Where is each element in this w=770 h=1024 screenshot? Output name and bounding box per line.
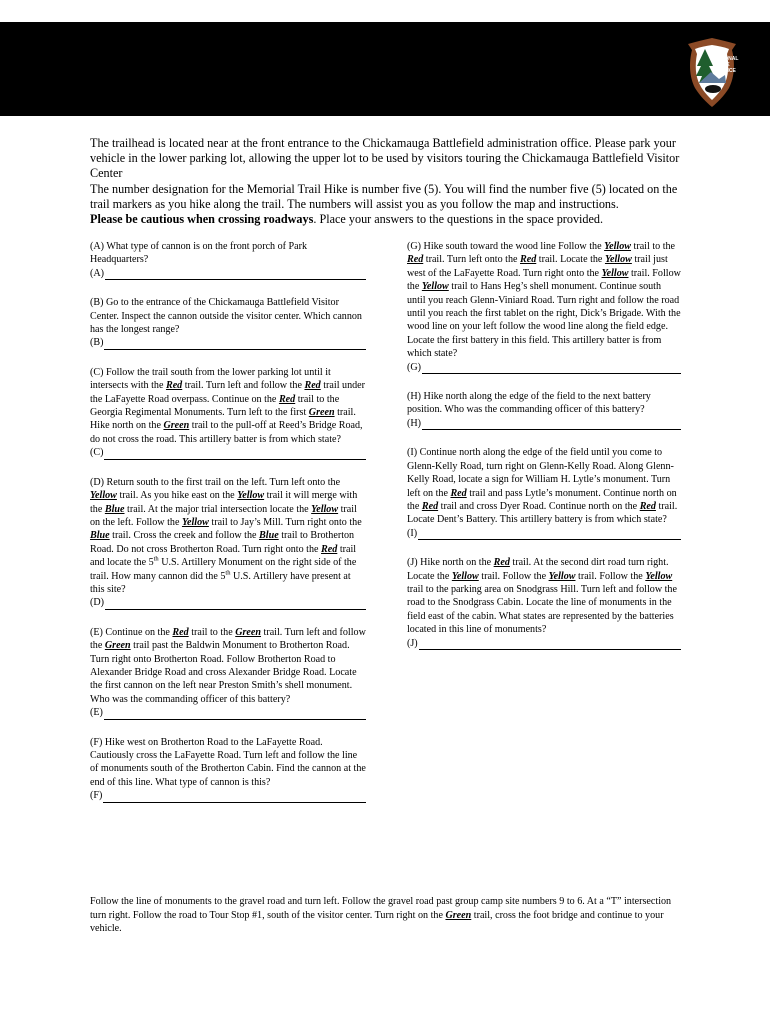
question-b-t1: (B) Go to the entrance of the Chickamauga Battlefield Visitor Center. Inspect the cannon outside the visitor center. Which cannon has the longest range? [90,297,362,336]
answer-d-line[interactable] [105,599,366,610]
intro-paragraph-1: The trailhead is located near at the front entrance to the Chickamauga Battlefield administration office. Please park your vehicle in the lower parking lot, allowing the upper lot to be used by visitors touring the Chickamauga Battlefield Visitor Center [90,136,680,181]
answer-e-line[interactable] [104,709,366,720]
question-d-t1: (D) Return south to the first trail on the left. Turn left onto the [90,476,341,488]
question-a [90,240,366,280]
question-c-text [90,366,366,446]
question-j-t3: trail. Follow the [478,570,549,582]
question-c-t5: trail. Hike north on the [90,407,356,432]
question-d-t3: trail it will merge with the [90,490,358,515]
trail-red: Red [520,254,537,266]
question-g-t7: trail to Hans Heg’s shell monument. Continue south until you reach Glenn-Viniard Road. Turn right and follow the road until you reach the first tablet on the right, Dick’s Brigade. With the wood line on your left follow the wood line along the field edge. Locate the first battery in this field. This artillery batter is from which state? [407,281,681,360]
trail-red: Red [172,626,189,638]
trail-green: Green [235,626,262,638]
answer-b-line[interactable] [104,339,366,350]
trail-yellow: Yellow [90,490,117,502]
question-c-t4: trail to the Georgia Regimental Monuments. Turn left to the first [90,393,340,419]
answer-b[interactable] [90,336,366,349]
trail-yellow: Yellow [451,570,479,582]
question-f [90,736,366,803]
logo-line-2: PARK [716,62,730,68]
question-j-t1: (J) Hike north on the [407,557,494,569]
question-e [90,626,366,720]
question-c-t6: trail to the pull-off at Reed’s Bridge Road, do not cross the road. This artillery batter is from which state? [90,420,363,445]
answer-h-label: (H) [407,417,422,429]
question-e-t2: trail to the [188,626,236,638]
bison-icon [705,85,721,93]
question-f-text [90,736,366,790]
question-i-t3: trail and cross Dyer Road. Continue north on the [438,500,640,512]
question-c-t1: (C) Follow the trail south from the lower parking lot until it intersects with the [90,366,331,392]
question-j-t4: trail. Follow the [575,570,646,582]
answer-c-label: (C) [90,447,104,459]
trail-yellow: Yellow [604,254,632,266]
question-c-t2: trail. Turn left and follow the [182,380,305,392]
trail-blue: Blue [90,530,110,542]
trail-yellow: Yellow [604,241,632,252]
question-b-text [90,296,366,336]
trail-blue: Blue [104,503,125,515]
question-d-t5: trail on the left. Follow the [90,503,357,528]
trail-red: Red [304,380,321,392]
answer-i[interactable] [407,527,681,540]
answer-f-line[interactable] [103,792,366,803]
question-d-t2: trail. As you hike east on the [116,490,238,502]
question-h-text [407,390,681,417]
question-g-t4: trail. Locate the [536,254,605,266]
nps-arrowhead-icon [683,36,741,108]
question-i [407,446,681,540]
answer-j[interactable] [407,637,681,650]
trail-yellow: Yellow [237,490,265,502]
footer-t2: trail, cross the foot bridge and continue to your vehicle. [90,909,664,934]
trail-green: Green [445,909,472,921]
intro [90,136,690,227]
answer-f[interactable] [90,789,366,802]
question-e-t4: trail past the Baldwin Monument to Brotherton Road. Turn right onto Brotherton Road. Follow Brotherton Road to Alexander Bridge Road and cross Alexander Bridge Road. Locate the first cannon on the left near Preston Smith’s shell monument. Who was the commanding officer of this battery? [90,640,357,705]
answer-h-line[interactable] [422,419,681,430]
answer-d-label: (D) [90,597,105,609]
question-h-t1: (H) Hike north along the edge of the field to the next battery position. Who was the commanding officer of this battery? [407,391,651,416]
answer-j-label: (J) [407,637,418,649]
caution-rest: . Place your answers to the questions in the space provided. [313,212,604,227]
trail-yellow: Yellow [548,570,576,582]
answer-a[interactable] [90,267,366,280]
question-j-t2: trail. At the second dirt road turn right. Locate the [407,557,669,582]
answer-g[interactable] [407,361,681,374]
question-g-t6: trail. Follow the [407,267,681,293]
question-d-t7: trail. Cross the creek and follow the [109,530,260,542]
trail-yellow: Yellow [181,516,209,528]
answer-b-label: (B) [90,337,104,349]
ordinal-suffix: th [153,555,159,563]
answer-d[interactable] [90,596,366,609]
question-g-t5: trail just west of the LaFayette Road. Turn right onto the [407,254,668,279]
question-j-t5: trail to the parking area on Snodgrass Hill. Turn left and follow the road to the Snodgrass Cabin. Locate the line of monuments in the field east of the cabin. What states are represented by the batteries located in this line of monuments? [407,583,677,636]
answer-i-label: (I) [407,527,418,539]
question-g-t1: (G) Hike south toward the wood line Follow the [407,241,605,252]
question-d-t9: trail and locate the 5 [90,543,357,569]
question-g-t2: trail to the [631,241,676,252]
trail-green: Green [104,640,131,652]
question-a-text [90,240,366,267]
question-j [407,556,681,650]
question-e-t1: (E) Continue on the [90,626,173,638]
trail-yellow: Yellow [311,503,339,515]
question-i-text [407,446,681,526]
question-d-t10: U.S. Artillery Monument on the right side of the trail. How many cannon did the 5 [90,557,357,582]
question-g-text [407,240,681,361]
answer-h[interactable] [407,417,681,430]
trail-yellow: Yellow [645,570,673,582]
question-d-t4: trail. At the major trial intersection locate the [124,503,312,515]
question-f-t1: (F) Hike west on Brotherton Road to the LaFayette Road. Cautiously cross the LaFayette Road. Turn left and follow the line of monuments south of the Brotherton Cabin. Find the cannon at the end of this line. What type of cannon is this? [90,736,366,788]
trail-red: Red [639,500,656,512]
header-banner [0,22,770,116]
answer-e-label: (E) [90,707,103,719]
question-c-t3: trail under the LaFayette Road overpass. Continue on the [90,380,366,405]
answer-i-line[interactable] [418,529,681,540]
intro-paragraph-2: The number designation for the Memorial Trail Hike is number five (5). You will find the number five (5) located on the trail markers as you hike along the trail. The numbers will assist you as you follow the map and instructions. [90,181,678,211]
answer-e[interactable] [90,706,366,719]
answer-c[interactable] [90,446,366,459]
question-a-t1: (A) What type of cannon is on the front porch of Park Headquarters? [90,241,308,266]
answer-a-line[interactable] [105,269,366,280]
question-d-t6: trail to Jay’s Mill. Turn right onto the [208,516,362,528]
trail-red: Red [450,487,467,499]
answer-f-label: (F) [90,790,103,802]
caution-bold: Please be cautious when crossing roadways [90,212,314,227]
right-column [407,240,681,666]
trail-blue: Blue [259,530,279,542]
question-d-text [90,476,366,597]
trail-red: Red [493,557,510,569]
footer-instructions [90,895,680,936]
question-i-t4: trail. Locate Dent’s Battery. This artillery battery is from which state? [407,500,678,526]
logo-line-3: SERVICE [714,68,736,74]
trail-yellow: Yellow [601,267,629,279]
intro-caution [90,212,690,227]
trail-yellow: Yellow [421,281,449,293]
ordinal-suffix: th [225,569,231,577]
question-e-text [90,626,366,706]
trail-red: Red [321,543,338,555]
answer-a-label: (A) [90,267,105,279]
footer-t1: Follow the line of monuments to the gravel road and turn left. Follow the gravel road past group camp site numbers 9 to 6. At a “T” intersection turn right. Follow the road to Tour Stop #1, south of the visitor center. Turn right on the [90,896,672,921]
question-i-t2: trail and pass Lytle’s monument. Continue north on the [407,487,677,512]
left-column [90,240,366,819]
trail-red: Red [407,254,424,266]
trail-red: Red [165,380,183,392]
question-c [90,366,366,460]
question-h [407,390,681,430]
answer-g-line[interactable] [422,363,681,374]
question-b [90,296,366,350]
answer-g-label: (G) [407,361,422,373]
logo-line-1: NATIONAL [713,56,739,62]
question-g-t3: trail. Turn left onto the [423,254,520,266]
question-e-t3: trail. Turn left and follow the [90,626,366,652]
question-d-t11: U.S. Artillery have present at this site? [90,570,351,595]
trail-green: Green [163,420,190,432]
question-g [407,240,681,374]
trail-green: Green [308,407,335,419]
answer-j-line[interactable] [419,639,681,650]
question-d-t8: trail to Brotherton Road. Do not cross Brotherton Road. Turn right onto the [90,530,355,555]
question-j-text [407,556,681,636]
trail-red: Red [278,393,296,405]
question-i-t1: (I) Continue north along the edge of the field until you come to Glenn-Kelly Road, turn right on Glenn-Kelly Road. Along Glenn-Kelly Road, locate a sign for William H. Lytle’s monument. Turn left on the [407,447,674,499]
answer-c-line[interactable] [104,449,366,460]
trail-red: Red [421,500,439,512]
question-d [90,476,366,610]
